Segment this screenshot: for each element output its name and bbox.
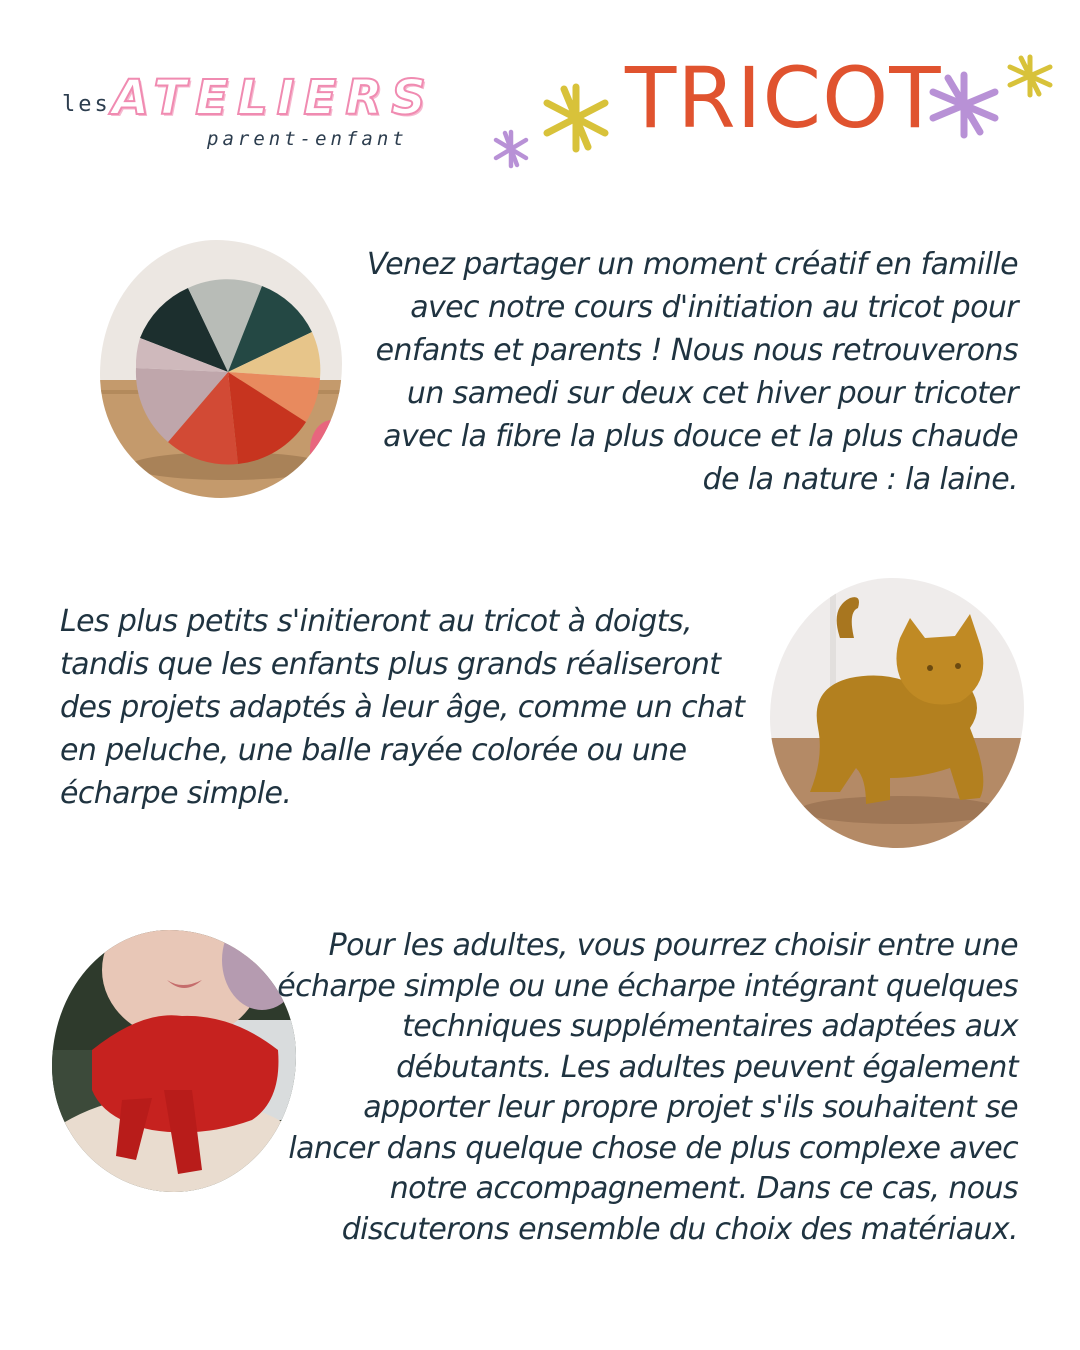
star-icon-yellow-right: [1006, 54, 1054, 98]
paragraph-children: Les plus petits s'initieront au tricot à doigts, tandis que les enfants plus grands réaliseront des projets adaptés à leur âge, comme un chat en peluche, une balle rayée colorée ou une écharpe simple.: [60, 604, 745, 811]
paragraph-adults: Pour les adultes, vous pourrez choisir entre une écharpe simple ou une écharpe intégrant quelques techniques supplémentaires adaptées aux débutants. Les adultes peuvent également apporter leur propre projet s'ils souhaitent se lancer dans quelque chose de plus complexe avec notre accompagnement. Dans ce cas, nous discuterons ensemble du choix des matériaux.: [277, 928, 1018, 1247]
logo-ateliers: ATELIERS: [112, 70, 435, 126]
photo-red-scarf: [52, 930, 296, 1192]
photo-knitted-cat: [770, 578, 1024, 848]
photo-knitted-ball: [100, 240, 342, 498]
star-icon-purple-right: [928, 70, 1000, 140]
logo-subtitle: parent-enfant: [207, 128, 408, 150]
star-icon-purple-small: [493, 128, 529, 170]
star-icon-yellow-left: [542, 82, 610, 154]
logo-les: les: [62, 92, 111, 117]
logo: [62, 70, 442, 160]
page-title: TRICOT: [625, 49, 942, 147]
paragraph-intro: Venez partager un moment créatif en famille avec notre cours d'initiation au tricot pour enfants et parents ! Nous nous retrouverons un samedi sur deux cet hiver pour tricoter avec la fibre la plus douce et la plus chaude de la nature : la laine.: [366, 247, 1018, 497]
